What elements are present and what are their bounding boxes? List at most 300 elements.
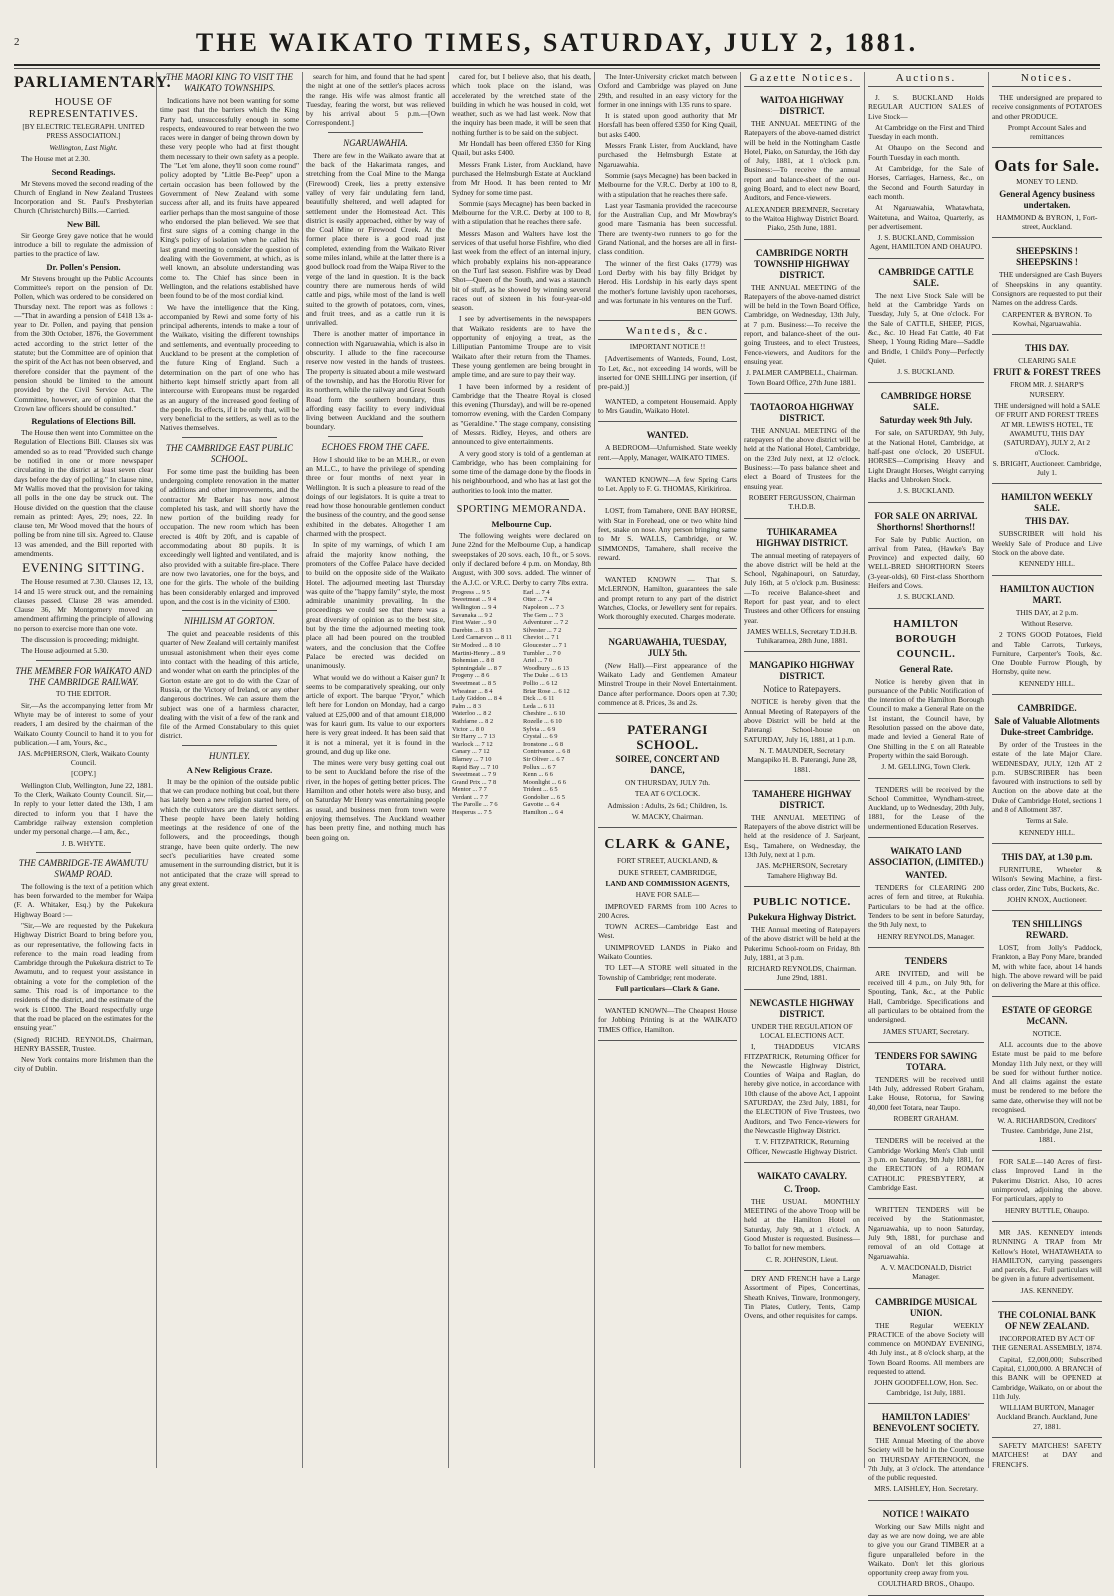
ad-heading: CAMBRIDGE.: [1017, 702, 1077, 713]
weights-row: Darebin ... 8 13: [452, 626, 492, 634]
auction-ad: [868, 1202, 984, 1288]
ad-heading: Oats for Sale.: [994, 156, 1100, 176]
ad-text: SAFETY MATCHES! SAFETY MATCHES! at DAY and FRENCH'S.: [992, 1441, 1102, 1469]
section-heading: Second Readings.: [51, 166, 116, 177]
article-paragraph: Messrs Frank Lister, from Auckland, have purchased the Helmsburgh Estate at Ngaruawahia.: [598, 141, 737, 169]
notice-heading: NEWCASTLE HIGHWAY DISTRICT.: [749, 997, 855, 1019]
article-heading: THE MEMBER FOR WAIKATO AND THE CAMBRIDGE RAILWAY.: [15, 665, 152, 687]
column-rule: [988, 72, 989, 1468]
signature: HAMMOND & BYRON, 1, Fort-street, Auckland.: [996, 212, 1098, 232]
column-7: [868, 72, 984, 1589]
ad-heading: ESTATE OF GEORGE McCANN.: [1001, 1004, 1093, 1026]
weights-row: Woodbury ... 6 13: [523, 664, 569, 672]
notice-subheading: Pukekura Highway District.: [747, 911, 857, 922]
signature: JAS. KENNEDY.: [1020, 1285, 1074, 1295]
signature: JAS. McPHERSON, Secretary Tamahere Highway Bd.: [756, 861, 848, 880]
signature: ROBERT GRAHAM.: [893, 1114, 959, 1124]
notice-text: NOTICE is hereby given that the Annual Meeting of Ratepayers of the above District will be held at the Paterangi School-house on SATURDAY, July 16, 1881, at 1 p.m.: [744, 697, 860, 744]
column-rule: [864, 72, 865, 1468]
ad-heading: TENDERS FOR SAWING TOTARA.: [874, 1050, 978, 1072]
weights-column: [523, 589, 591, 817]
article-paragraph: The House resumed at 7.30. Clauses 12, 13, 14 and 15 were struck out, and the remaining clauses passed. Clause 28 was amended. Clause 36, Mr Montgomery moved an amendment affirming the principle of allowing no person to exercise more than one vote.: [14, 577, 153, 633]
signature: J. M. GELLING, Town Clerk.: [881, 762, 971, 772]
ad-heading: CAMBRIDGE CATTLE SALE.: [878, 266, 974, 288]
weights-table: [452, 589, 591, 817]
article-paragraph: It is stated upon good authority that Mr Horsfall has been offered £350 for King Quail, but asks £400.: [598, 111, 737, 139]
weights-row: Palm ... 8 3: [452, 702, 482, 710]
ad-text: WANTED KNOWN—The Cheapest House for Jobbing Printing is at the WAIKATO TIMES Office, Hamilton.: [598, 1006, 737, 1034]
weights-row: Kenn ... 6 6: [523, 771, 553, 779]
auction-ad: [868, 951, 984, 1043]
ad-text: Prompt Account Sales and remittances: [1007, 122, 1087, 142]
ad-heading: SHEEPSKINS ! SHEEPSKINS !: [1016, 246, 1078, 268]
auction-ad: [868, 262, 984, 384]
notice-heading: IMPORTANT NOTICE !!: [629, 343, 706, 352]
auction-ad: [868, 90, 984, 259]
weights-row: Verdant ... 7 7: [452, 793, 488, 801]
ad-heading: WANTED.: [646, 430, 689, 441]
ad-heading: THIS DAY.: [1025, 343, 1069, 354]
ad-text: SUBSCRIBER will hold his Weekly Sale of Produce and Live Stock on the above date.: [992, 529, 1102, 558]
ad-text: At Cambridge, for the Sale of Horses, Carriages, Harness, &c., on the Second and Fourth Saturday in each month.: [868, 164, 984, 201]
signature: WILLIAM BURTON, Manager Auckland Branch. Auckland, June 27, 1881.: [996, 1403, 1098, 1431]
ad-text: FURNITURE, Wheeler & Wilson's Sewing Machine, a first-class order, Zinc Tubs, Buckets, &c.: [992, 864, 1102, 893]
ad-text: LAND AND COMMISSION AGENTS,: [605, 878, 730, 888]
ad-text: At Ohaupo on the Second and Fourth Tuesday in each month.: [868, 143, 984, 162]
notice-heading: WAITOA HIGHWAY DISTRICT.: [760, 95, 844, 116]
column-3: [306, 72, 445, 1468]
weights-row: Ironstone ... 6 8: [523, 740, 564, 748]
weights-row: Hamilton ... 6 4: [523, 809, 564, 817]
article-heading: HUNTLEY.: [209, 750, 250, 761]
gazette-notice: [744, 784, 860, 887]
ad-text: ALL accounts due to the above Estate must be paid to me before Monday 11th July next, or they will be sued for without further notice. And all claims against the estate must be rendered to me before the same date, otherwise they will not be recognised.: [992, 1039, 1102, 1114]
signature: (Signed) RICHD. REYNOLDS, Chairman, HENRY BASSER, Trustee.: [14, 1034, 153, 1053]
weights-row: Sir Harry ... 7 13: [452, 733, 496, 741]
gazette-notice: [744, 655, 860, 780]
article-paragraph: The mines were very busy getting coal out to be sent to Auckland before the rise of the river, in the hopes of getting better prices. The Hamilton and other hotels were also busy, and on Saturday Mr Henry was entertaining people as usual, and business men from town were enjoying themselves. The Auckland weather has been pretty fine, and nothing much has been going on.: [306, 758, 445, 842]
ad-text: TEA AT 6 O'CLOCK.: [634, 789, 701, 799]
weights-row: Sir Oliver ... 6 7: [523, 755, 565, 763]
ad-subheading: THIS DAY.: [1025, 516, 1069, 527]
ad-heading: HAMILTON AUCTION MART.: [999, 583, 1095, 605]
article-paragraph: It may be the opinion of the outside public that we can produce nothing but coal, but there has lately been a new religion started here, of which the cultivators are the district settlers. These people have been lately holding meetings at the residence of one of the followers, and the proceedings, though strange, have been quite orderly. The new sect's peculiarities have created some amusement in the surrounding district, but it is not anticipated that the craze will spread to any great extent.: [160, 776, 299, 888]
article-paragraph: Sir George Grey gave notice that he would introduce a bill to regulate the admission of parties to the practice of law.: [14, 230, 153, 259]
weights-row: Rapid Bay ... 7 10: [452, 763, 499, 771]
article-paragraph: Indications have not been wanting for some time past that the barriers which the King Party had, unsuccessfully enough in some respects, endeavoured to rear between the two races were in danger of being thrown down by these very people who had at first thought them necessary to their own safety as a people. The "Let 'em alone, they'll soon come round" policy adopted by "Little Be-Peep" upon a certain occasion has been followed by the Government of New Zealand with some success after all, and its fruits have appeared earlier perhaps than the most sanguine of those who endorsed the plan believed. We see that first sure signs of a coming change in the King's policy of isolation when he called his last grand meeting to consider the question of dealing with the Government, at which, as is well known, an absolute understanding was come to. The Chief has since been in Wellington, and the relations established have been found to be of the most cordial kind.: [160, 96, 299, 301]
ad-text: Admission : Adults, 2s 6d.; Children, 1s.: [607, 800, 728, 810]
auction-ad: [868, 612, 984, 779]
classified-ad: [598, 503, 737, 569]
weights-row: The Parolle ... 7 6: [452, 801, 498, 809]
article-paragraph: How I should like to be an M.H.R., or even an M.L.C., to have the privilege of spending three or four months of next year in Wellington. It is such a pleasure to read of the doings of our legislators. It is quite a treat to read how those honourable gentlemen conduct the business of the country, and the good sense exhibited in the debates. Altogether I am charmed with the prospect.: [306, 454, 445, 539]
ad-heading: THIS DAY, at 1.30 p.m.: [1001, 851, 1093, 862]
signature: JAMES STUART, Secretary.: [883, 1026, 969, 1036]
signature: W. A. RICHARDSON, Creditors' Trustee. Cambridge, June 21st, 1881.: [997, 1116, 1097, 1144]
classified-ad: [598, 717, 737, 828]
weights-row: Sir Modred ... 8 10: [452, 642, 501, 649]
weights-row: Leda ... 6 11: [523, 702, 555, 710]
column-4: [452, 72, 591, 1468]
notice-subheading: C. Troop.: [783, 1183, 821, 1194]
to-editor: TO THE EDITOR.: [56, 689, 111, 698]
divider: [328, 436, 423, 437]
classified-ad: [598, 572, 737, 628]
article-heading: THE CAMBRIDGE-TE AWAMUTU SWAMP ROAD.: [18, 857, 149, 879]
ad-text: HAVE FOR SALE—: [635, 890, 700, 900]
ad-text: By order of the Trustees in the estate of the late Major Clare. WEDNESDAY, JULY, 12th AT 2 p.m. SUBSCRIBER has been favoured with instructions to sell by Auction on the above date at the Duke of Cambridge Hotel, sections 1 and 8 of Allotment 387.: [992, 739, 1103, 815]
weights-row: Ariel ... 7 0: [523, 657, 553, 665]
weights-row: The Gem ... 7 3: [523, 611, 563, 619]
signature: MRS. LAISHLEY, Hon. Secretary.: [874, 1484, 978, 1494]
weights-row: Rathfarne ... 8 2: [452, 717, 494, 725]
notice-ad: [992, 847, 1102, 911]
ad-text: THE Regular WEEKLY PRACTICE of the above Society will commence on MONDAY EVENING, 4th July inst., at 8 o'clock sharp, at the Town Board Rooms. All members are requested to attend.: [868, 1320, 984, 1377]
ad-text: TOWN ACRES—Cambridge East and West.: [598, 922, 737, 941]
column-1: [14, 72, 172, 1468]
signature: KENNEDY HILL.: [1019, 678, 1075, 688]
signature: JAS. McPHERSON, Clerk, Waikato County Council.: [17, 749, 150, 768]
newspaper-title: THE WAIKATO TIMES, SATURDAY, JULY 2, 1881.: [195, 28, 919, 57]
ad-heading: CLARK & GANE,: [604, 837, 731, 853]
article-paragraph: What would we do without a Kaiser gun? It seems to be comparatively speaking, our only article of export. The barque "Pryor," which left here for London on Monday, had a cargo valued at £25,000 and of that amount £18,000 was for kauri gum. Its value to our exporters here is very great indeed. It has been said that it is not a mineral, yet it is found in the ground, and dug up like one.: [306, 672, 445, 756]
signature: J. S. BUCKLAND, Commission Agent, HAMILTON AND OHAUPO.: [869, 233, 983, 252]
ad-text: For sale, on SATURDAY, 9th July, at the National Hotel, Cambridge, at half-past one o'clock, 20 USEFUL HORSES—Comprising Heavy and Light Draught Horses, Weight carrying Hacks and Unbroken Stock.: [868, 428, 984, 484]
notices-heading: Notices.: [992, 72, 1102, 87]
weights-row: Grand Prix ... 7 8: [452, 778, 497, 786]
weights-row: Canary ... 7 12: [452, 748, 490, 756]
column-rule: [448, 72, 449, 1468]
notice-ad: [992, 1225, 1102, 1302]
ad-heading: NOTICE ! WAIKATO: [882, 1508, 970, 1519]
article-heading: NGARUAWAHIA.: [343, 137, 408, 148]
notice-text: THE ANNUAL MEETING of the Ratepayers of the above-named district will be held in the Town Board Office, Cambridge, on Wednesday, 13th July, at 7 p.m. Business:—To receive the report, and balance-sheet of the out-going Trustees, and to elect Trustees, Fence-viewers, and Auditors for the ensuing year.: [744, 282, 860, 366]
ad-subheading: Without Reserve.: [1021, 618, 1073, 628]
classified-ad: [598, 425, 737, 469]
article-paragraph: I see by advertisements in the newspapers that Waikato residents are to have the opportunity of enjoying a treat, as the Lilliputian Pantomime Troupe are to visit Waikato after their return from the Thames. These young gentlemen are being brought in ample time, and are sure to pay their way.: [452, 314, 591, 380]
weights-row: Savanaka ... 9 2: [452, 611, 493, 619]
ad-text: Notice is hereby given that in pursuance of the Public Notification of the intention of the Hamilton Borough Council to make a General Rate on the 1st instant, the Council have, by Resolution passed on the above date, made and levied a General Rate of One Shilling in the £ on all Rateable Property within the said Borough.: [868, 676, 984, 760]
ad-heading: HAMILTON WEEKLY SALE.: [1001, 492, 1093, 514]
notice-heading: TAMAHERE HIGHWAY DISTRICT.: [752, 788, 852, 810]
article-paragraph: We have the intelligence that the King, accompanied by Rewi and some forty of his principal adherents, intends to make a tour of the Waikato, visiting the different townships and settlements, and eventually proceeding to Auckland to be present at the completion of the future King of England. Such a determination on the part of one who has hitherto kept himself strictly apart from all intercourse with Europeans must be regarded as an augury of the increased good feeling of the people. Its effects, if it be only that, will be very beneficial to the settlers, as well as to the Natives themselves.: [160, 302, 299, 433]
signature: CARPENTER & BYRON. To Kowhai, Ngaruawahia.: [1002, 309, 1092, 328]
signature: JOHN KNOX, Auctioneer.: [1007, 894, 1087, 904]
ad-text: THE undersigned are Cash Buyers of Sheepskins in any quantity. Consignors are requested to put their Names on the address Cards.: [992, 270, 1102, 308]
notice-text: DRY AND FRENCH have a Large Assortment of Pipes, Concertinas, Sheath Knives, Tinware, Ironmongery, Tin Plates, Cutlery, Tents, Camp Ovens, and other requisites for camps.: [744, 1273, 860, 1321]
column-5: [598, 72, 737, 1468]
signature: J. PALMER CAMPBELL, Chairman. Town Board Office, 27th June 1881.: [746, 368, 858, 387]
ad-subheading: INCORPORATED BY ACT OF THE GENERAL ASSEMBLY, 1874.: [992, 1334, 1102, 1353]
notice-heading: TUHIKARAMEA HIGHWAY DISTRICT.: [756, 526, 848, 548]
article-paragraph: A very good story is told of a gentleman at Cambridge, who has been complaining for some time of the damage done by the floods in his neighbourhood, and who has at last got the authorities to look into the matter.: [452, 448, 591, 495]
gazette-notice: [744, 522, 860, 653]
article-paragraph: I have been informed by a resident of Cambridge that the Theatre Royal is closed this evening (Thursday), and will be re-opened tomorrow evening, with the Carden Company as "Geraldine." The stage company, consisting of Messrs. Ridley, Heyes, and others are announced to give entertainments.: [452, 381, 591, 447]
article-paragraph: Sir,—As the accompanying letter from Mr Whyte may be of interest to some of your readers, I am desired by the chairman of the Waikato County Council to hand it to you for publication.—I am, Yours, &c.,: [14, 700, 153, 747]
weights-row: Hesperus ... 7 5: [452, 809, 492, 817]
ad-subheading: SOIREE, CONCERT AND DANCE,: [615, 754, 720, 776]
auction-ad: [868, 782, 984, 838]
weights-row: Victor ... 8 0: [452, 725, 484, 733]
notice-text: THE Annual meeting of Ratepayers of the above district will be held at the Pukerimu School-room on Friday, 8th July, 1881, at 3 p.m.: [744, 924, 860, 962]
weights-row: Adventurer ... 7 2: [523, 619, 569, 627]
ad-heading: FOR SALE ON ARRIVAL Shorthorns! Shorthorns!!: [874, 510, 978, 532]
divider: [328, 132, 423, 133]
article-paragraph: There is another matter of importance in connection with Ngaruawahia, which is also in obscurity. I allude to the fine racecourse reserve now vested in the hands of trustees. The property is situated about a mile westward of the township, and has the Horotiu River for its northern, while the railway and Great South Road form the southern boundary, thus affording easy facility to every individual living between Auckland and the southern boundary.: [306, 329, 445, 432]
notice-text: THE ANNUAL MEETING of Ratepayers of the above district will be held at the residence of J. Sarjeant, Esq., Tamahere, on Wednesday, the 13th July, next at 1 p.m.: [744, 812, 860, 860]
auction-ad: [868, 1292, 984, 1404]
article-paragraph: The following weights were declared on June 22nd for the Melbourne Cup, a handicap sweepstakes of 20 sovs. each, 10 ft., or 5 sovs. only if declared before 4 p.m. on Monday, 8th August, with 300 sovs. added. The winner of the A.J.C. or V.R.C. Derby to carry 7lbs extra.: [452, 531, 591, 587]
weights-row: Rozelle ... 6 10: [523, 717, 562, 725]
ad-text: At Cambridge on the First and Third Tuesday in each month.: [868, 122, 984, 142]
article-paragraph: The discussion is proceeding; midnight.: [21, 635, 140, 645]
column-2: [160, 72, 299, 1468]
weights-row: Progress ... 9 5: [452, 588, 490, 596]
ad-text: DUKE STREET, CAMBRIDGE,: [618, 867, 717, 877]
weights-row: Crystal ... 6 9: [523, 733, 558, 741]
notice-ad: [992, 90, 1102, 148]
weights-row: Cheshire ... 6 10: [523, 710, 565, 718]
divider: [182, 745, 277, 746]
article-paragraph: search for him, and found that he had spent the night at one of the settler's places across the range. His wife was almost frantic all Tuesday, fearing the worst, but was relieved by his arrival about 5 p.m.—[Own Correspondent.]: [306, 72, 445, 128]
weights-row: Cheviot ... 7 1: [523, 634, 560, 642]
weights-row: Otter ... 7 4: [523, 596, 553, 604]
weights-column: [452, 589, 520, 817]
gazette-notice: [744, 993, 860, 1163]
weights-row: Silvester ... 7 2: [523, 626, 562, 634]
weights-row: Sweetmeat ... 9 4: [452, 596, 497, 604]
notice-text: THE USUAL MONTHLY MEETING of the above Troop will be held at the Hamilton Hotel on Saturday, July 9th, at 1 o'clock. A Good Muster is requested. Business—To ballot for new members.: [744, 1196, 860, 1253]
article-paragraph: Wellington Club, Wellington, June 22, 1881. To the Clerk, Waikato County Council. Sir,—In reply to your letter dated the 13th, I am directed to inform you that I have the Cambridge railway extension completion under my personal charge.—I am, &c.,: [14, 780, 153, 837]
signature: ALEXANDER BREMNER, Secretary to the Waitoa Highway District Board. Piako, 25th June, 1881.: [744, 204, 860, 233]
ad-text: THE undersigned will hold a SALE OF FRUIT AND FOREST TREES AT MR. LEWIS'S HOTEL, TE AWAMUTU, THIS DAY (SATURDAY), JULY 2, At 2 o'Clock.: [993, 401, 1101, 457]
ad-text: MR JAS. KENNEDY intends RUNNING A TRAP from Mr Kellow's Hotel, WHATAWHATA to HAMILTON, carrying passengers and parcels, &c. Full particulars will be given in a future advertisement.: [992, 1227, 1102, 1284]
divider: [474, 499, 569, 500]
signature: KENNEDY HILL.: [1019, 827, 1075, 837]
section-heading: Dr. Pollen's Pension.: [46, 261, 121, 272]
ad-text: WANTED, a competent Housemaid. Apply to Mrs Gaudin, Waikato Hotel.: [598, 396, 737, 415]
ad-text: LOST, from Tamahere, ONE BAY HORSE, with Star in Forehead, one or two white hind feet, snake on nose. Any person bringing same to Mr S. WALLS, Cambridge, or W. SIMMONDS, Tamahere, shall receive the reward.: [598, 506, 737, 562]
column-rule: [302, 72, 303, 1468]
auction-ad: [868, 841, 984, 948]
weights-row: Gloucester ... 7 1: [523, 642, 567, 649]
notice-text: [Advertisements of Wanteds, Found, Lost, To Let, &c., not exceeding 14 words, will be inserted for ONE SHILLING per insertion, (if pre-paid.)]: [598, 354, 737, 392]
notice-text: THE ANNUAL MEETING of the Ratepayers of the above-named district will be held in the Nottingham Castle Hotel, Piako, on Saturday, the 16th day of July, 1881, at 1 o'clock p.m. Business:—To receive the annual report and balance-sheet of the out-going Board, and to elect new Board, Auditors, and Fence-viewers.: [744, 119, 860, 203]
weights-row: Bohemian ... 8 8: [452, 657, 495, 665]
section-heading: A New Religious Craze.: [186, 764, 273, 775]
notice-heading: WAIKATO CAVALRY.: [757, 1170, 847, 1181]
column-rule: [740, 72, 741, 1468]
weights-row: Sweetmeat ... 7 9: [452, 771, 497, 779]
ad-subheading: NOTICE.: [1032, 1028, 1062, 1038]
article-heading: ECHOES FROM THE CAFE.: [321, 441, 430, 452]
article-paragraph: The Inter-University cricket match between Oxford and Cambridge was played on June 29th, and resulted in an easy victory for the former in one innings with 135 runs to spare.: [598, 72, 737, 109]
divider: [36, 852, 131, 853]
article-paragraph: The winner of the first Oaks (1779) was Lord Derby with his bay filly Bridget by Herod. His Lordship in his early days spent the mother's fortune lavishly upon racehorses, and was fortunate in his ventures on the Turf.: [598, 258, 737, 305]
byline: [BY ELECTRIC TELEGRAPH. UNITED PRESS ASSOCIATION.]: [22, 123, 145, 140]
signature: JOHN GOODFELLOW, Hon. Sec. Cambridge, 1st July, 1881.: [873, 1378, 978, 1397]
ad-text: TO LET—A STORE well situated in the Township of Cambridge; rent moderate.: [598, 963, 737, 982]
weights-row: Lord Carnarvon ... 8 11: [452, 634, 512, 642]
weights-row: Pollio ... 6 12: [523, 679, 558, 687]
ad-subheading: FROM MR. J. SHARP'S NURSERY.: [1010, 380, 1084, 399]
weights-row: The Duke ... 6 13: [523, 672, 568, 680]
signature: N. T. MAUNDER, Secretary Mangapiko H. B. Paterangi, June 28, 1881.: [747, 745, 857, 774]
weights-row: Dick ... 6 11: [523, 695, 555, 703]
ad-text: WANTED KNOWN—A few Spring Carts to Let. Apply to F. G. THOMAS, Kirikiriroa.: [598, 474, 737, 494]
notice-heading: CAMBRIDGE NORTH TOWNSHIP HIGHWAY DISTRICT.: [754, 247, 850, 280]
masthead-rule: [14, 68, 1100, 69]
ad-heading: HAMILTON LADIES' BENEVOLENT SOCIETY.: [872, 1411, 980, 1433]
signature: C. R. JOHNSON, Lieut.: [765, 1254, 839, 1264]
weights-row: Lady Giddon ... 8 4: [452, 695, 502, 703]
notice-heading: TAOTAOROA HIGHWAY DISTRICT.: [749, 401, 855, 423]
ad-heading: HAMILTON BOROUGH COUNCIL.: [893, 617, 959, 660]
copy-label: [COPY.]: [71, 769, 96, 778]
article-paragraph: cared for, but I believe also, that his death, which took place on the island, was accelerated by the wretched state of the building in which he was housed in cold, wet weather, such as we had last week. Now that the inquiry has been made, it will be seen that nothing further is to be said on the subject.: [452, 72, 591, 137]
weights-row: Pollux ... 6 7: [523, 763, 556, 771]
ad-text: WANTED KNOWN — That S. McLERNON, Hamilton, guarantees the sale and prompt return to any part of the district Watches, Clocks, or Jewellery sent for repairs. Work thoroughly executed. Charges moderate.: [598, 575, 737, 622]
gazette-notice: [744, 890, 860, 990]
ad-text: IMPROVED FARMS from 100 Acres to 200 Acres.: [598, 901, 737, 920]
article-paragraph: There are few in the Waikato aware that at the back of the Hakarimata ranges, and stretching from the Coal Mine to the Manga (Firewood) Creek, lies a pretty extensive valley of very fair undulating fern land, beautifully sheltered, and well adapted for settlement under the Homestead Act. This district is easily approached, either by way of the Coal Mine or Firewood Creek. At the former place there is a good road just completed, extending from the Waikato River some miles inland, while at the latter there is a good bullock road from the Waipa River to the verge of the land in question. It is the back country there are numerous herds of wild cattle and pigs, while most of the land is well suited to the growth of potatoes, corn, vines, and fruit trees, and as a cattle run it is unrivalled.: [306, 150, 445, 328]
classified-ad: [598, 1003, 737, 1041]
weights-row: Tumbler ... 7 0: [523, 649, 561, 657]
ad-text: TENDERS will be received at the Cambridge Working Men's Club until 3 p.m. on Saturday, 9th July 1881, for the ERECTION of a ROMAN CATHOLIC PRESBYTERY, at Cambridge East.: [868, 1136, 984, 1192]
article-paragraph: The quiet and peaceable residents of this quarter of New Zealand will certainly manifest unusual astonishment when their eyes come into contact with the heading of this article, and wonder what on earth the principles of the Gorton estate are got to do with the Czar of Russia, or the Victory of Ireland, or any other dangerous doctrines. We can assure them the subject was one of a harmless character, dealing with the visit of a few of the rank and file of the Armed Constabulary to this quiet district.: [160, 629, 299, 741]
classified-ad: [598, 472, 737, 501]
signature: S. BRIGHT, Auctioneer. Cambridge, July 1.: [992, 458, 1102, 478]
ad-text: FORT STREET, AUCKLAND, &: [617, 856, 718, 866]
weights-row: Earl ... 7 4: [523, 588, 550, 596]
article-paragraph: The House met at 2.30.: [21, 154, 90, 164]
column-rule: [594, 72, 595, 1468]
notice-ad: [992, 914, 1102, 996]
weights-row: Mentor ... 7 7: [452, 786, 487, 794]
parliament-heading: PARLIAMENTARY.: [14, 74, 172, 91]
gazette-heading: Gazette Notices.: [744, 72, 860, 87]
signature: T. V. FITZPATRICK, Returning Officer, Newcastle Highway District.: [746, 1137, 858, 1156]
signature: COULTHARD BROS., Ohaupo.: [877, 1579, 975, 1589]
notice-ad: [992, 698, 1102, 844]
article-paragraph: Messrs Frank Lister, from Auckland, have purchased the Helmsburgh Estate at Auckland from Mr Hood. It has been rented to Mr Sydney for some time past.: [452, 159, 591, 197]
dateline: Wellington, Last Night.: [49, 143, 118, 152]
ad-text: ON THURSDAY, JULY 7th.: [625, 778, 710, 788]
ad-heading: CAMBRIDGE HORSE SALE.: [880, 391, 972, 413]
gazette-notice: [744, 1166, 860, 1271]
signature: RICHARD REYNOLDS, Chairman. June 29nd, 1881.: [747, 964, 857, 983]
auctions-heading: Auctions.: [868, 72, 984, 87]
wanteds-heading: Wanteds, &c.: [598, 325, 737, 340]
article-paragraph: For some time past the building has been undergoing complete renovation in the matter of additions and other improvements, and the contractor Mr Barker has now almost completed his task, and will shortly have the new portion of the building ready for occupation. The new room which has been erected is 40ft by 20ft, and is capable of accommodating about 80 pupils. It is exceedingly well lighted and ventilated, and is also provided with a suitable fire-place. There are now two lavatories, one for the boys, and one for the girls. The whole of the building has been considerably enlarged and improved upon, and the cost is in the vicinity of £300.: [160, 466, 299, 606]
article-paragraph: "Sir,—We are requested by the Pukekura Highway District Board to bring before you, as our representative, the following facts in reference to the main road leading from Cambridge through the Pukekura district to Te Awamutu, and to request your assistance in obtaining a vote for the completion of the same. This road is of importance to the residents of the district, and the estimate of the work is £1000. The Board respectfully urge that the road be placed on the estimates for the ensuing year.": [14, 921, 153, 1033]
classified-ad: [598, 394, 737, 423]
article-paragraph: Sommie (says Mecagne) has been backed in Melbourne for the V.R.C. Derby at 100 to 8, with a stipulation that he reaches there safe.: [452, 198, 591, 227]
ad-text: FOR SALE—140 Acres of first-class Improved Land in the Pukerimu District. Also, 10 acres unimproved, adjoining the above. For particulars, apply to: [992, 1157, 1102, 1204]
weights-row: Gondolier ... 6 5: [523, 793, 565, 801]
signature: BEN GOWS.: [696, 307, 737, 317]
ad-text: THE Annual Meeting of the above Society will be held in the Courthouse on THURSDAY AFTERNOON, the 7th July, at 3 o'clock. The attendance of the public requested.: [868, 1435, 984, 1483]
article-paragraph: Mr Hondall has been offered £350 for King Quail, but asks £400.: [452, 139, 591, 158]
weights-row: Progeny ... 8 6: [452, 672, 490, 680]
signature: J. B. WHYTE.: [61, 838, 106, 848]
ad-text: For Sale by Public Auction, on arrival from Patea, (Hawke's Bay Province) and expected daily, 60 WELL-BRED SHORTHORN Steers (3-year-olds), 60 First-class Shorthorn Heifers and Cows.: [868, 534, 984, 590]
column-rule: [156, 72, 157, 1468]
ad-text: (New Hall).—First appearance of the Waikato Lady and Gentlemen Amateur Minstrel Troupe in their Novel Entertainment. Dance after performance. Doors open at 7.30; commence at 8. Prices, 3s and 2s.: [598, 660, 737, 707]
ad-heading: PATERANGI SCHOOL.: [627, 722, 708, 753]
weights-row: Martini-Henry ... 8 9: [452, 649, 506, 657]
ad-subheading: CLEARING SALE: [1018, 356, 1076, 366]
ad-text: TENDERS will be received by the School Committee, Wyndham-street, Auckland, up to Wednesday, 20th July, 1881, for the Lease of the undermentioned Education Reserves.: [868, 784, 984, 831]
notice-text: I, THADDEUS VICARS FITZPATRICK, Returning Officer for the Newcastle Highway District, Counties of Waipa and Raglan, do hereby give notice, in accordance with 10th clause of the above Act, I appoint SATURDAY, the 23rd July, 1881, for the ELECTION of Five Trustees, two Auditors, and Two Fence-viewers for the Newcastle Highway District.: [744, 1042, 860, 1135]
auction-ad: [868, 1046, 984, 1130]
signature: KENNEDY HILL.: [1019, 559, 1075, 569]
auction-ad: [868, 506, 984, 609]
weights-row: Warlock ... 7 12: [452, 740, 493, 748]
ad-heading: CAMBRIDGE MUSICAL UNION.: [875, 1296, 977, 1318]
article-paragraph: The House then went into Committee on the Regulation of Elections Bill. Clauses six was amended so as to read "Provided such change be notified in one or more newspaper circulating in the district at least seven clear days before the day of polling." In clause nine, Mr Wallis moved that the provision for taking all polls in the one day be struck out. The House divided on the question that the clause remain as printed: Ayes, 29; noes, 22. In clause ten, Mr Wood moved that the hours of polling be from nine till six. Agreed to. Clause 13 was amended, and the Bill reported with amendments.: [14, 428, 153, 558]
ad-heading: WAIKATO LAND ASSOCIATION, (LIMITED.): [868, 846, 984, 868]
signature: JAMES WELLS, Secretary T.D.H.B. Tuhikaramea, 28th June, 1881.: [746, 626, 858, 646]
section-heading: Regulations of Elections Bill.: [31, 416, 136, 427]
weights-row: Sweetmeat ... 8 5: [452, 679, 497, 687]
notice-ad: [992, 487, 1102, 575]
column-8: [992, 72, 1102, 1468]
notice-ad: [992, 579, 1102, 695]
notice-ad: [992, 1305, 1102, 1438]
notice-text: THE ANNUAL MEETING of the ratepayers of the above district will be held at the National Hotel, Cambridge, on the 23rd July next, at 12 o'clock. Business:—To pass balance sheet and elect a Board of Trustees for the ensuing year.: [744, 425, 860, 491]
weights-row: Blarney ... 7 10: [452, 755, 492, 763]
article-heading: THE CAMBRIDGE EAST PUBLIC SCHOOL.: [165, 442, 294, 464]
signature: A. V. MACDONALD, District Manager.: [880, 1262, 972, 1282]
weights-row: Wellington ... 9 4: [452, 604, 497, 612]
masthead: [14, 6, 1100, 66]
ad-heading: NGARUAWAHIA, TUESDAY, JULY 5th.: [608, 636, 727, 658]
article-heading: NIHILISM AT GORTON.: [184, 616, 275, 627]
weights-row: Gavotte ... 6 4: [523, 801, 560, 809]
ad-text: THE undersigned are prepared to receive consignments of POTATOES and other PRODUCE.: [992, 93, 1102, 121]
ad-subheading: Sale of Valuable Allotments Duke-street Cambridge.: [994, 715, 1100, 737]
divider: [598, 320, 737, 321]
gazette-notice: [744, 90, 860, 240]
article-heading: THE MAORI KING TO VISIT THE WAIKATO TOWNSHIPS.: [166, 72, 293, 93]
divider: [182, 437, 277, 438]
sporting-heading: SPORTING MEMORANDA.: [456, 504, 587, 516]
weights-row: Briar Rose ... 6 12: [523, 687, 570, 695]
article-paragraph: The following is the text of a petition which has been forwarded to the member for Waipa (F. A. Whitaker, Esq.) by the Pukekura Highway Board :—: [14, 881, 153, 919]
notice-ad: [992, 1154, 1102, 1222]
gazette-notice: [744, 397, 860, 519]
ad-heading: TEN SHILLINGS REWARD.: [1011, 919, 1083, 941]
ad-text: LOST, from Jolly's Paddock, Frankton, a Bay Pony Mare, branded M, with white face, about 14 hands high. The above reward will be paid on delivering the Mare at this office.: [992, 943, 1102, 990]
notice-heading: PUBLIC NOTICE.: [753, 895, 851, 908]
weights-row: Spinningdale ... 8 7: [452, 664, 502, 672]
ad-heading: TENDERS: [904, 955, 948, 966]
notice-ad: [992, 241, 1102, 335]
notice-ad: [992, 338, 1102, 484]
notice-subheading: UNDER THE REGULATION OF LOCAL ELECTIONS ACT.: [751, 1021, 853, 1040]
ad-text: The next Live Stock Sale will be held at the Cambridge Yards on Tuesday, July 5, at One o'clock. For the Sale of CATTLE, SHEEP, PIGS, &c., &c. 10 Head Fat Cattle, 40 Fat Sheep, 1 Young Riding Mare—Saddle and Bridle, 1 Child's Pony—Perfectly Quiet.: [868, 290, 984, 365]
divider: [36, 660, 131, 661]
house-heading: HOUSE OF REPRESENTATIVES.: [28, 96, 139, 120]
notice-ad: [992, 1000, 1102, 1152]
ad-text: 2 TONS GOOD Potatoes, Field and Table Carrots, Turkeys, Furniture, Carpenter's Tools, &c. One Double Furrow Plough, by Hornsby, quite new.: [992, 630, 1102, 677]
auction-ad: [868, 1504, 984, 1596]
article-paragraph: Last year Tasmania provided the racecourse for the Australian Cup, and Mr Mowbray's good mare Tasmania has been successful. There are twenty-two runners to go for the Grand National, and the horses are all in first-class condition.: [598, 200, 737, 257]
ad-text: UNIMPROVED LANDS in Piako and Waikato Counties.: [598, 942, 737, 961]
divider: [182, 610, 277, 611]
weights-row: Moonlight ... 6 6: [523, 778, 566, 786]
